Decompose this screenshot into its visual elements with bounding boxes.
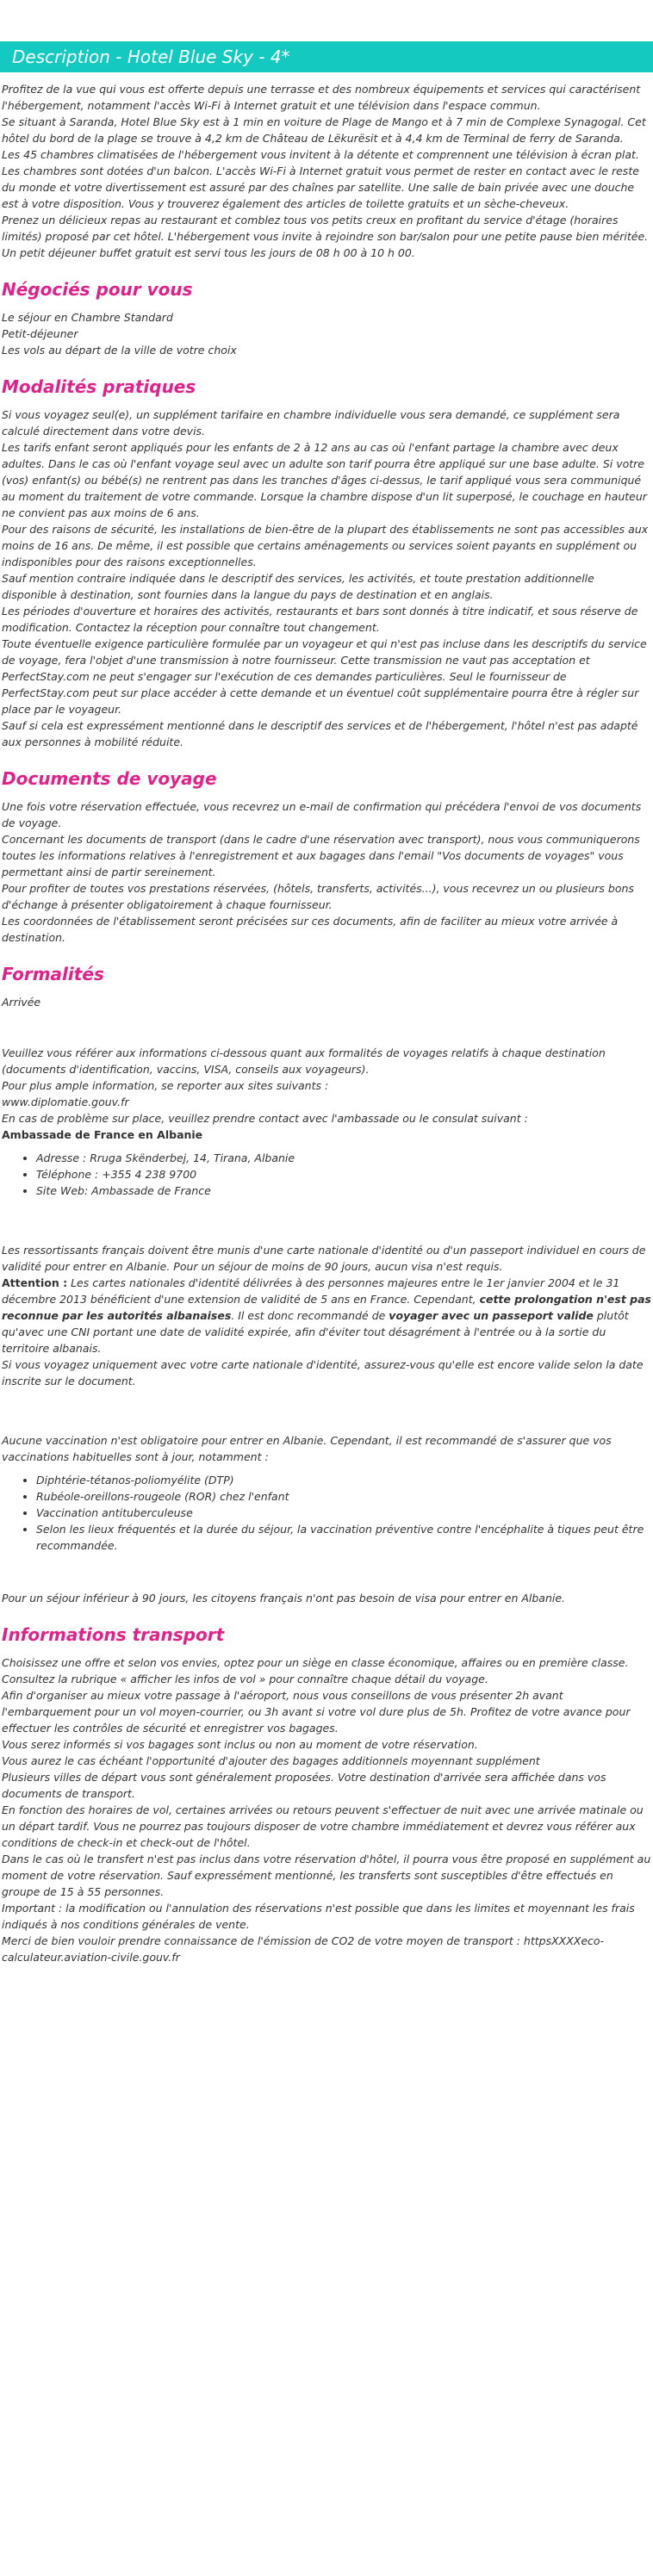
modalites-paragraph: Pour des raisons de sécurité, les installations de bien-être de la plupart des établissements ne sont pas accessibles aux moins de 16 ans. De même, il est possible que certains aménagements ou services soient payants en supplément ou indisponibles pour des raisons exceptionnelles. xyxy=(2,523,649,568)
attention-paragraph xyxy=(2,1275,651,1356)
attention-emphasis: voyager avec un passeport valide xyxy=(389,1309,594,1322)
negocies-list xyxy=(2,309,651,358)
ambassade-website[interactable]: • Site Web: Ambassade de France xyxy=(36,1182,651,1199)
modalites-paragraph: Si vous voyagez seul(e), un supplément tarifaire en chambre individuelle vous sera demandé, ce supplément sera calculé directement dans votre devis. xyxy=(2,408,620,438)
content xyxy=(0,81,653,1965)
ressortissants-text: Les ressortissants français doivent être munis d'une carte nationale d'identité ou d'un passeport individuel en cours de validité pour entrer en Albanie. Pour un séjour de moins de 90 jours, aucun visa n'est requis. xyxy=(2,1244,646,1273)
documents-paragraph: Concernant les documents de transport (dans le cadre d'une réservation avec transport), nous vous communiquerons toutes les informations relatives à l'enregistrement et aux bagages dans l'email "Vos documents de voyages" vous permettant ainsi de partir sereinement. xyxy=(2,833,640,878)
list-item: Petit-déjeuner xyxy=(2,327,78,340)
description-paragraph: Prenez un délicieux repas au restaurant et comblez tous vos petits creux en profitant du service d'étage (horaires limités) proposé par cet hôtel. L'hébergement vous invite à rejoindre son bar/salon pour une petite pause bien méritée. Un petit déjeuner buffet gratuit est servi tous les jours de 08 h 00 à 10 h 00. xyxy=(2,214,649,259)
description-paragraph: Se situant à Saranda, Hotel Blue Sky est à 1 min en voiture de Plage de Mango et à 7 min de Complexe Synagogal. Cet hôtel du bord de la plage se trouve à 4,2 km de Château de Lëkurësit et à 4,4 km de Terminal de ferry de Saranda. xyxy=(2,115,646,145)
cni-text: Si vous voyagez uniquement avec votre carte nationale d'identité, assurez-vous qu'elle est encore valide selon la date inscrite sur le document. xyxy=(2,1358,644,1387)
description-section xyxy=(2,81,651,261)
documents-paragraph: Pour profiter de toutes vos prestations réservées, (hôtels, transferts, activités...), vous recevrez un ou plusieurs bons d'échange à présenter obligatoirement à chaque fournisseur. xyxy=(2,882,634,911)
transport-paragraph: Plusieurs villes de départ vous sont généralement proposées. Votre destination d'arrivée sera affichée dans vos documents de transport. xyxy=(2,1771,606,1800)
modalites-heading: Modalités pratiques xyxy=(2,376,196,397)
transport-text xyxy=(2,1654,651,1965)
attention-text: plutôt qu'avec une CNI portant une date de validité expirée, afin d'éviter tout désagrément à l'entrée ou à la sortie du territoire albanais. xyxy=(2,1309,629,1355)
attention-text: Les cartes nationales d'identité délivrées à des personnes majeures entre le 1er janvier 2004 et le 31 décembre 2013 bénéficient d'une extension de validité de 5 ans en France. Cependant, xyxy=(2,1276,620,1306)
vaccin-item: • Vaccination antituberculeuse xyxy=(36,1505,651,1521)
transport-heading: Informations transport xyxy=(2,1624,225,1645)
refer-line: Veuillez vous référer aux informations ci-dessous quant aux formalités de voyages relatifs à chaque destination (documents d'identification, vaccins, VISA, conseils aux voyageurs). xyxy=(2,1046,606,1076)
modalites-paragraph: Les périodes d'ouverture et horaires des activités, restaurants et bars sont donnés à titre indicatif, et sous réserve de modification. Contactez la réception pour connaître tout changement. xyxy=(2,605,638,634)
refer-block xyxy=(2,1045,651,1110)
ambassade-list xyxy=(2,1150,651,1199)
transport-paragraph: Choisissez une offre et selon vos envies, optez pour un siège en classe économique, affaires ou en première classe. xyxy=(2,1656,629,1669)
transport-paragraph: Merci de bien vouloir prendre connaissance de l'émission de CO2 de votre moyen de transport : httpsXXXXeco-calculateur.aviation-civile.gouv.fr xyxy=(2,1934,605,1964)
documents-paragraph: Une fois votre réservation effectuée, vous recevrez un e-mail de confirmation qui précédera l'envoi de vos documents de voyage. xyxy=(2,800,642,829)
transport-paragraph: Important : la modification ou l'annulation des réservations n'est possible que dans les limites et moyennant les frais indiqués à nos conditions générales de vente. xyxy=(2,1902,635,1931)
documents-paragraph: Les coordonnées de l'établissement seront précisées sur ces documents, afin de faciliter au mieux votre arrivée à destination. xyxy=(2,915,619,944)
modalites-paragraph: Sauf mention contraire indiquée dans le descriptif des services, les activités, et toute prestation additionnelle disponible à destination, sont fournies dans la langue du pays de destination et en anglais. xyxy=(2,572,594,601)
list-item: Le séjour en Chambre Standard xyxy=(2,311,173,324)
attention-text: . Il est donc recommandé de xyxy=(231,1309,389,1322)
transport-paragraph: Vous aurez le cas échéant l'opportunité d'ajouter des bagages additionnels moyennant supplément xyxy=(2,1754,540,1767)
arrivee-label: Arrivée xyxy=(2,996,41,1009)
transport-paragraph: En fonction des horaires de vol, certaines arrivées ou retours peuvent s'effectuer de nuit avec une arrivée matinale ou un départ tardif. Vous ne pourrez pas toujours disposer de votre chambre immédiatement et devrez vous référer aux conditions de check-in et check-out de l'hôtel. xyxy=(2,1803,644,1849)
modalites-paragraph: Les tarifs enfant seront appliqués pour les enfants de 2 à 12 ans au cas où l'enfant partage la chambre avec deux adultes. Dans le cas où l'enfant voyage seul avec un adulte son tarif pourra être appliqué sur une base adulte. Si votre (vos) enfant(s) ou bébé(s) ne rentrent pas dans les tranches d'âges ci-dessus, le tarif appliqué vous sera communiqué au moment du traitement de votre commande. Lorsque la chambre dispose d'un lit superposé, le couchage en hauteur ne convient pas aux moins de 6 ans. xyxy=(2,441,647,519)
transport-paragraph: Dans le cas où le transfert n'est pas inclus dans votre réservation d'hôtel, il pourra vous être proposé en supplément au moment de votre réservation. Sauf expressément mentionné, les transferts sont susceptibles d'être effectués en groupe de 15 à 55 personnes. xyxy=(2,1853,651,1898)
vaccins-list xyxy=(2,1472,651,1554)
transport-paragraph: Afin d'organiser au mieux votre passage à l'aéroport, nous vous conseillons de vous présenter 2h avant l'embarquement pour un vol moyen-courrier, ou 3h avant si votre vol dure plus de 5h. Profitez de votre avance pour effectuer les contrôles de sécurité et enregistrer vos bagages. xyxy=(2,1689,631,1735)
page-title: Description - Hotel Blue Sky - 4* xyxy=(0,41,653,72)
vaccination-text: Aucune vaccination n'est obligatoire pour entrer en Albanie. Cependant, il est recommandé de s'assurer que vos vaccinations habituelles sont à jour, notamment : xyxy=(2,1434,612,1463)
documents-text xyxy=(2,798,651,946)
vaccin-item: • Selon les lieux fréquentés et la durée du séjour, la vaccination préventive contre l'encéphalite à tiques peut être recommandée. xyxy=(36,1521,651,1554)
ambassade-address: • Adresse : Rruga Skënderbej, 14, Tirana, Albanie xyxy=(36,1150,651,1166)
formalites-heading: Formalités xyxy=(2,964,104,984)
modalites-paragraph: Sauf si cela est expressément mentionné dans le descriptif des services et de l'hébergement, l'hôtel n'est pas adapté aux personnes à mobilité réduite. xyxy=(2,719,638,748)
ambassade-title: Ambassade de France en Albanie xyxy=(2,1128,203,1141)
transport-paragraph: Vous serez informés si vos bagages sont inclus ou non au moment de votre réservation. xyxy=(2,1738,478,1751)
visa-text: Pour un séjour inférieur à 90 jours, les citoyens français n'ont pas besoin de visa pour entrer en Albanie. xyxy=(2,1592,566,1605)
modalites-paragraph: Toute éventuelle exigence particulière formulée par un voyageur et qui n'est pas incluse dans les descriptifs du service de voyage, fera l'objet d'une transmission à notre fournisseur. Cette transmission ne vaut pas acceptation et PerfectStay.com ne peut s'engager sur l'exécution de ces demandes particulières. Seul le fournisseur de PerfectStay.com peut sur place accéder à cette demande et un éventuel coût supplémentaire pourra être à régler sur place par le voyageur. xyxy=(2,637,647,716)
documents-heading: Documents de voyage xyxy=(2,768,217,789)
diplomatie-link[interactable]: www.diplomatie.gouv.fr xyxy=(2,1096,129,1108)
transport-paragraph: Consultez la rubrique « afficher les infos de vol » pour connaître chaque détail du voyage. xyxy=(2,1673,488,1685)
description-paragraph: Les 45 chambres climatisées de l'hébergement vous invitent à la détente et comprennent une télévision à écran plat. Les chambres sont dotées d'un balcon. L'accès Wi-Fi à Internet gratuit vous permet de rester en contact avec le reste du monde et votre divertissement est assuré par des chaînes par satellite. Une salle de bain privée avec une douche est à votre disposition. Vous y trouverez également des articles de toilette gratuits et un sèche-cheveux. xyxy=(2,148,639,210)
probleme-text: En cas de problème sur place, veuillez prendre contact avec l'ambassade ou le consulat suivant : xyxy=(2,1112,528,1125)
attention-label: Attention : xyxy=(2,1276,68,1289)
ambassade-phone: • Téléphone : +355 4 238 9700 xyxy=(36,1166,651,1182)
vaccin-item: • Rubéole-oreillons-rougeole (ROR) chez l'enfant xyxy=(36,1488,651,1505)
attention-emphasis: cette prolongation n'est pas reconnue par les autorités albanaises xyxy=(2,1293,651,1322)
modalites-text xyxy=(2,407,651,750)
vaccin-item: • Diphtérie-tétanos-poliomyélite (DTP) xyxy=(36,1472,651,1488)
list-item: Les vols au départ de la ville de votre choix xyxy=(2,344,237,357)
negocies-heading: Négociés pour vous xyxy=(2,279,193,300)
refer-line: Pour plus ample information, se reporter aux sites suivants : xyxy=(2,1079,329,1092)
description-paragraph: Profitez de la vue qui vous est offerte depuis une terrasse et des nombreux équipements et services qui caractérisent l'hébergement, notamment l'accès Wi-Fi à Internet gratuit et une télévision dans l'espace commun. xyxy=(2,83,641,112)
